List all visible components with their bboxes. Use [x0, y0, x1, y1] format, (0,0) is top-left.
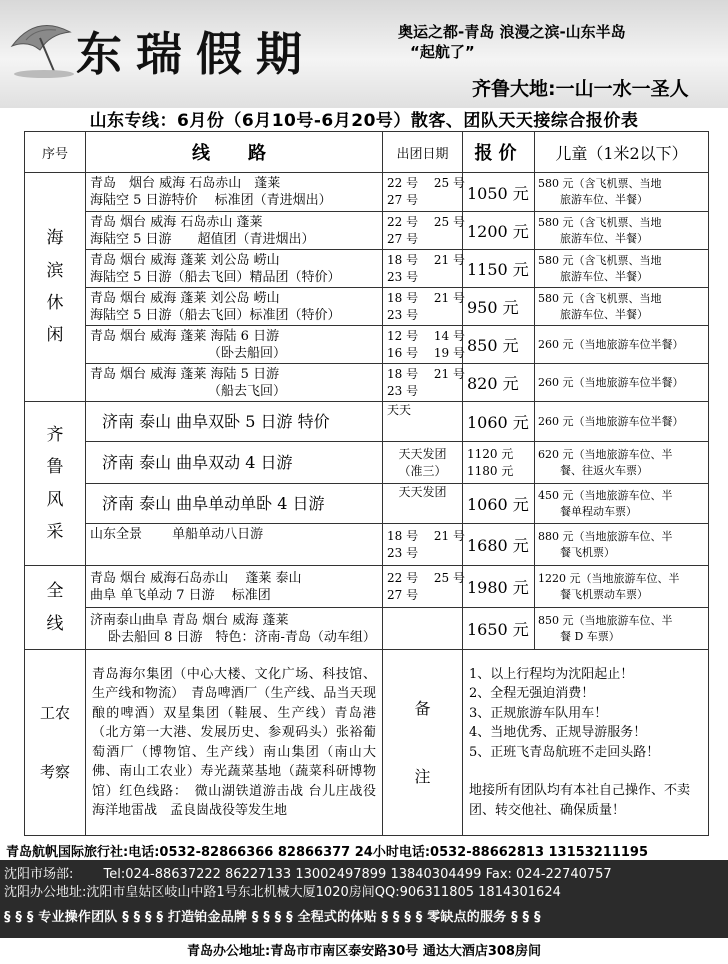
list-item: 4、当地优秀、正规导游服务！ — [469, 725, 647, 741]
slogan-line: § § § 专业操作团队 § § § § 打造铂金品牌 § § § § 全程式的体贴 § § § § 零缺点的服务 § § § — [4, 910, 541, 925]
tagline-primary: 奥运之都-青岛 浪漫之滨-山东半岛 — [398, 23, 626, 41]
list-item — [469, 762, 702, 781]
table-row: 山东全景 单船单动八日游 18 号 21 号 23 号 1680 元 880 元（当地旅游车位、半 餐飞机票） — [25, 524, 709, 566]
agency-contact: 青岛航帆国际旅行社:电话:0532-82866366 82866377 24小时电话:0532-88662813 13153211195 — [6, 845, 649, 860]
brand-title: 东瑞假期 — [76, 27, 316, 81]
table-row — [25, 650, 709, 836]
category-industry: 工农 考察 — [25, 650, 86, 836]
header-seq: 序号 — [25, 132, 86, 173]
table-row: 青岛 烟台 威海 蓬莱 刘公岛 崂山 海陆空 5 日游（船去飞回）标准团（特价） 18 号 21 号 23 号 950 元 580 元（含飞机票、当地 旅游车位、半餐） — [25, 288, 709, 326]
notes-label: 备 注 — [383, 650, 463, 836]
contact-band — [0, 860, 728, 938]
header-route: 线 路 — [86, 132, 383, 173]
table-row: 青岛 烟台 威海 石岛赤山 蓬莱 海陆空 5 日游 超值团（青进烟出） 22 号 25 号 27 号 1200 元 580 元（含飞机票、当地 旅游车位、半餐） — [25, 212, 709, 250]
category-full-line: 全 线 — [25, 566, 86, 650]
table-row: 全 线 青岛 烟台 威海石岛赤山 蓬莱 泰山 曲阜 单飞单动 7 日游 标准团 22 号 25 号 27 号 1980 元 1220 元（当地旅游车位、半 餐飞机票动车票） — [25, 566, 709, 608]
table-row: 济南泰山曲阜 青岛 烟台 威海 蓬莱 卧去船回 8 日游 特色：济南-青岛（动车组） 1650 元 850 元（当地旅游车位、半 餐 D 车票） — [25, 608, 709, 650]
shenyang-market-line: 沈阳市场部: Tel:024-88637222 86227133 13002497899 13840304499 Fax: 024-22740757 — [4, 867, 612, 882]
table-row: 济南 泰山 曲阜双动 4 日游 天天发团 （准三） 1120 元 1180 元 620 元（当地旅游车位、半 餐、往返火车票） — [25, 442, 709, 484]
price-table — [24, 131, 709, 836]
table-row: 海 滨 休 闲 青岛 烟台 威海 石岛赤山 蓬莱 海陆空 5 日游特价 标准团（青进烟出） 22 号 25 号 27 号 1050 元 580 元（含飞机票、当地 旅游车位、半餐） — [25, 173, 709, 212]
qingdao-office-address: 青岛办公地址:青岛市市南区泰安路30号 通达大酒店308房间 — [187, 944, 541, 959]
industry-tour-description: 青岛海尔集团（中心大楼、文化广场、科技馆、生产线和物流） 青岛啤酒厂（生产线、品当天现酿的啤酒）双星集团（鞋展、生产线）青岛港（北方第一大港、发展历史、参观码头）张裕葡萄酒厂（博物馆、生产线）南山集团（南山大佛、南山工农业）寿光蔬菜基地（蔬菜科研博物馆）红色线路： 微山湖铁道游击战 台儿庄战役 海洋地雷战 孟良崮战役等发生地 — [86, 650, 383, 836]
table-header-row — [25, 132, 709, 173]
table-row: 青岛 烟台 威海 蓬莱 海陆 5 日游 （船去飞回） 18 号 21 号 23 号 820 元 260 元（当地旅游车位半餐） — [25, 364, 709, 402]
category-seaside: 海 滨 休 闲 — [25, 173, 86, 402]
header-child: 儿童（1米2以下） — [535, 132, 709, 173]
list-item: 3、正规旅游车队用车！ — [469, 705, 608, 721]
header-banner — [0, 0, 728, 108]
tagline-shandong: 齐鲁大地:一山一水一圣人 — [472, 78, 689, 100]
list-item: 1、以上行程均为沈阳起止！ — [469, 666, 634, 682]
table-row: 青岛 烟台 威海 蓬莱 刘公岛 崂山 海陆空 5 日游（船去飞回）精品团（特价） 18 号 21 号 23 号 1150 元 580 元（含飞机票、当地 旅游车位、半餐） — [25, 250, 709, 288]
notes-list — [463, 650, 709, 836]
table-row: 济南 泰山 曲阜单动单卧 4 日游 天天发团 1060 元 450 元（当地旅游车位、半 餐单程动车票） — [25, 484, 709, 524]
header-price: 报价 — [463, 132, 535, 173]
price-table-headline: 山东专线：6月份（6月10号-6月20号）散客、团队天天接综合报价表 — [89, 111, 639, 131]
list-item: 地接所有团队均有本社自己操作、不卖团、转交他社、确保质量！ — [469, 783, 691, 818]
table-row: 青岛 烟台 威海 蓬莱 海陆 6 日游 （卧去船回） 12 号 14 号 16 号 19 号 850 元 260 元（当地旅游车位半餐） — [25, 326, 709, 364]
beach-umbrella-icon — [6, 10, 76, 80]
table-row: 齐 鲁 风 采 济南 泰山 曲阜双卧 5 日游 特价 天天 1060 元 260 元（当地旅游车位半餐） — [25, 402, 709, 442]
list-item: 2、全程无强迫消费！ — [469, 686, 595, 702]
shenyang-office-line: 沈阳办公地址:沈阳市皇姑区岐山中路1号东北机械大厦1020房间QQ:906311805 1814301624 — [4, 885, 561, 900]
tagline-sail: “起航了” — [410, 43, 475, 61]
list-item: 5、正班飞青岛航班不走回头路！ — [469, 744, 660, 760]
header-date: 出团日期 — [383, 132, 463, 173]
category-qilu: 齐 鲁 风 采 — [25, 402, 86, 566]
